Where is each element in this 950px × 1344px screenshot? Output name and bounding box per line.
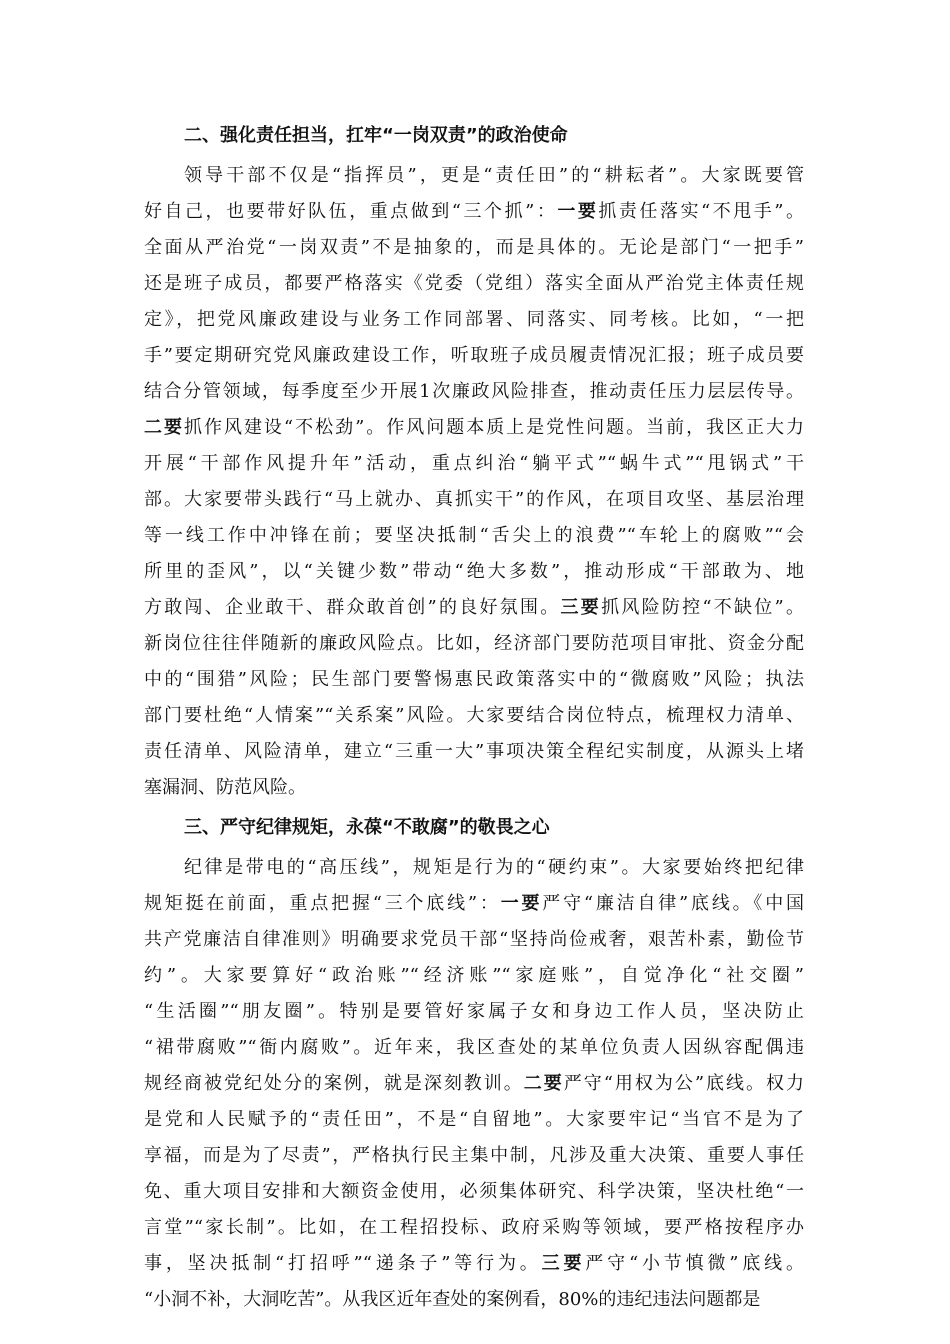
text-line (144, 338, 804, 374)
line-text: 抓责任落实“不甩手”。 (598, 201, 804, 222)
section-heading-2: 二、强化责任担当，扛牢“一岗双责”的政治使命 (184, 125, 568, 146)
emphasis-text: 三要 (560, 597, 602, 618)
text-line (144, 1066, 804, 1102)
line-text: 是党和人民赋予的“责任田”，不是“自留地”。大家要牢记“当官不是为了 (144, 1109, 804, 1130)
line-text: 中的“围猎”风险；民生部门要警惕惠民政策落实中的“微腐败”风险；执法 (144, 669, 804, 690)
line-text: 部门要杜绝“人情案”“关系案”风险。大家要结合岗位特点，梳理权力清单、 (144, 705, 804, 726)
section-paragraph-2 (144, 158, 804, 806)
line-text: 等一线工作中冲锋在前；要坚决抵制“舌尖上的浪费”“车轮上的腐败”“会 (144, 525, 804, 546)
line-text: 严守“用权为公”底线。权力 (563, 1073, 804, 1094)
text-line (144, 698, 804, 734)
line-text: 抓作风建设“不松劲”。作风问题本质上是党性问题。当前，我区正大力 (183, 417, 804, 438)
line-text: 事，坚决抵制“打招呼”“递条子”等行为。 (144, 1253, 542, 1274)
line-text: “裙带腐败”“衙内腐败”。近年来，我区查处的某单位负责人因纵容配偶违 (144, 1037, 804, 1058)
line-text: 手”要定期研究党风廉政建设工作，听取班子成员履责情况汇报；班子成员要 (144, 345, 804, 366)
emphasis-text: 二要 (144, 417, 184, 438)
line-text: 全面从严治党“一岗双责”不是抽象的，而是具体的。无论是部门“一把手” (144, 237, 804, 258)
line-text: 规经商被党纪处分的案例，就是深刻教训。 (144, 1073, 524, 1094)
emphasis-text: 二要 (523, 1073, 564, 1094)
text-line (144, 1102, 804, 1138)
text-line (144, 410, 804, 446)
section-paragraph-3 (144, 850, 804, 1318)
text-line (144, 158, 804, 194)
emphasis-text: 三要 (541, 1253, 586, 1274)
line-text: 定》，把党风廉政建设与业务工作同部署、同落实、同考核。比如，“一把 (144, 309, 804, 330)
text-line (144, 994, 804, 1030)
line-text: 部。大家要带头践行“马上就办、真抓实干”的作风，在项目攻坚、基层治理 (144, 489, 804, 510)
emphasis-text: 一要 (500, 893, 543, 914)
line-text: 规矩挺在前面，重点把握“三个底线”： (144, 893, 501, 914)
text-line (144, 590, 804, 626)
line-text: 所里的歪风”，以“关键少数”带动“绝大多数”，推动形成“干部敢为、地 (144, 561, 804, 582)
text-line (144, 1282, 804, 1318)
text-line (144, 302, 804, 338)
text-line (144, 446, 804, 482)
text-line (144, 626, 804, 662)
section-heading-3: 三、严守纪律规矩，永葆“不敢腐”的敬畏之心 (184, 817, 550, 838)
line-text: 享福，而是为了尽责”，严格执行民主集中制，凡涉及重大决策、重要人事任 (144, 1145, 804, 1166)
text-line (144, 662, 804, 698)
line-text: 言堂”“家长制”。比如，在工程招投标、政府采购等领域，要严格按程序办 (144, 1217, 804, 1238)
line-text: 开展“干部作风提升年”活动，重点纠治“躺平式”“蜗牛式”“甩锅式”干 (144, 453, 804, 474)
text-line (144, 1210, 804, 1246)
text-line (144, 1030, 804, 1066)
line-text: 领导干部不仅是“指挥员”，更是“责任田”的“耕耘者”。大家既要管 (184, 165, 804, 186)
text-line (144, 850, 804, 886)
line-text: 抓风险防控“不缺位”。 (601, 597, 804, 618)
line-text: “生活圈”“朋友圈”。特别是要管好家属子女和身边工作人员，坚决防止 (144, 1001, 804, 1022)
text-line (144, 958, 804, 994)
line-text: “小洞不补，大洞吃苦”。从我区近年查处的案例看，80%的违纪违法问题都是 (144, 1289, 761, 1310)
line-text: 共产党廉洁自律准则》明确要求党员干部“坚持尚俭戒奢，艰苦朴素，勤俭节 (144, 929, 804, 950)
line-text: 纪律是带电的“高压线”，规矩是行为的“硬约束”。大家要始终把纪律 (184, 857, 804, 878)
line-text: 塞漏洞、防范风险。 (144, 777, 306, 798)
text-line (144, 886, 804, 922)
text-line (144, 266, 804, 302)
line-text: 新岗位往往伴随新的廉政风险点。比如，经济部门要防范项目审批、资金分配 (144, 633, 804, 654)
text-line (144, 1246, 804, 1282)
line-text: 还是班子成员，都要严格落实《党委（党组）落实全面从严治党主体责任规 (144, 273, 804, 294)
text-line (144, 770, 804, 806)
text-line (144, 194, 804, 230)
text-line (144, 1138, 804, 1174)
line-text: 严守“小节慎微”底线。 (585, 1253, 804, 1274)
line-text: 约”。大家要算好“政治账”“经济账”“家庭账”，自觉净化“社交圈” (144, 965, 804, 986)
line-text: 结合分管领域，每季度至少开展1次廉政风险排查，推动责任压力层层传导。 (144, 381, 804, 402)
line-text: 好自己，也要带好队伍，重点做到“三个抓”： (144, 201, 558, 222)
document-body (144, 118, 804, 1322)
text-line (144, 230, 804, 266)
text-line (144, 518, 804, 554)
text-line (144, 734, 804, 770)
text-line (144, 482, 804, 518)
line-text: 免、重大项目安排和大额资金使用，必须集体研究、科学决策，坚决杜绝“一 (144, 1181, 804, 1202)
text-line (144, 554, 804, 590)
text-line (144, 922, 804, 958)
emphasis-text: 一要 (557, 201, 599, 222)
line-text: 严守“廉洁自律”底线。《中国 (542, 893, 804, 914)
text-line (144, 1174, 804, 1210)
text-line (144, 374, 804, 410)
line-text: 方敢闯、企业敢干、群众敢首创”的良好氛围。 (144, 597, 561, 618)
line-text: 责任清单、风险清单，建立“三重一大”事项决策全程纪实制度，从源头上堵 (144, 741, 804, 762)
